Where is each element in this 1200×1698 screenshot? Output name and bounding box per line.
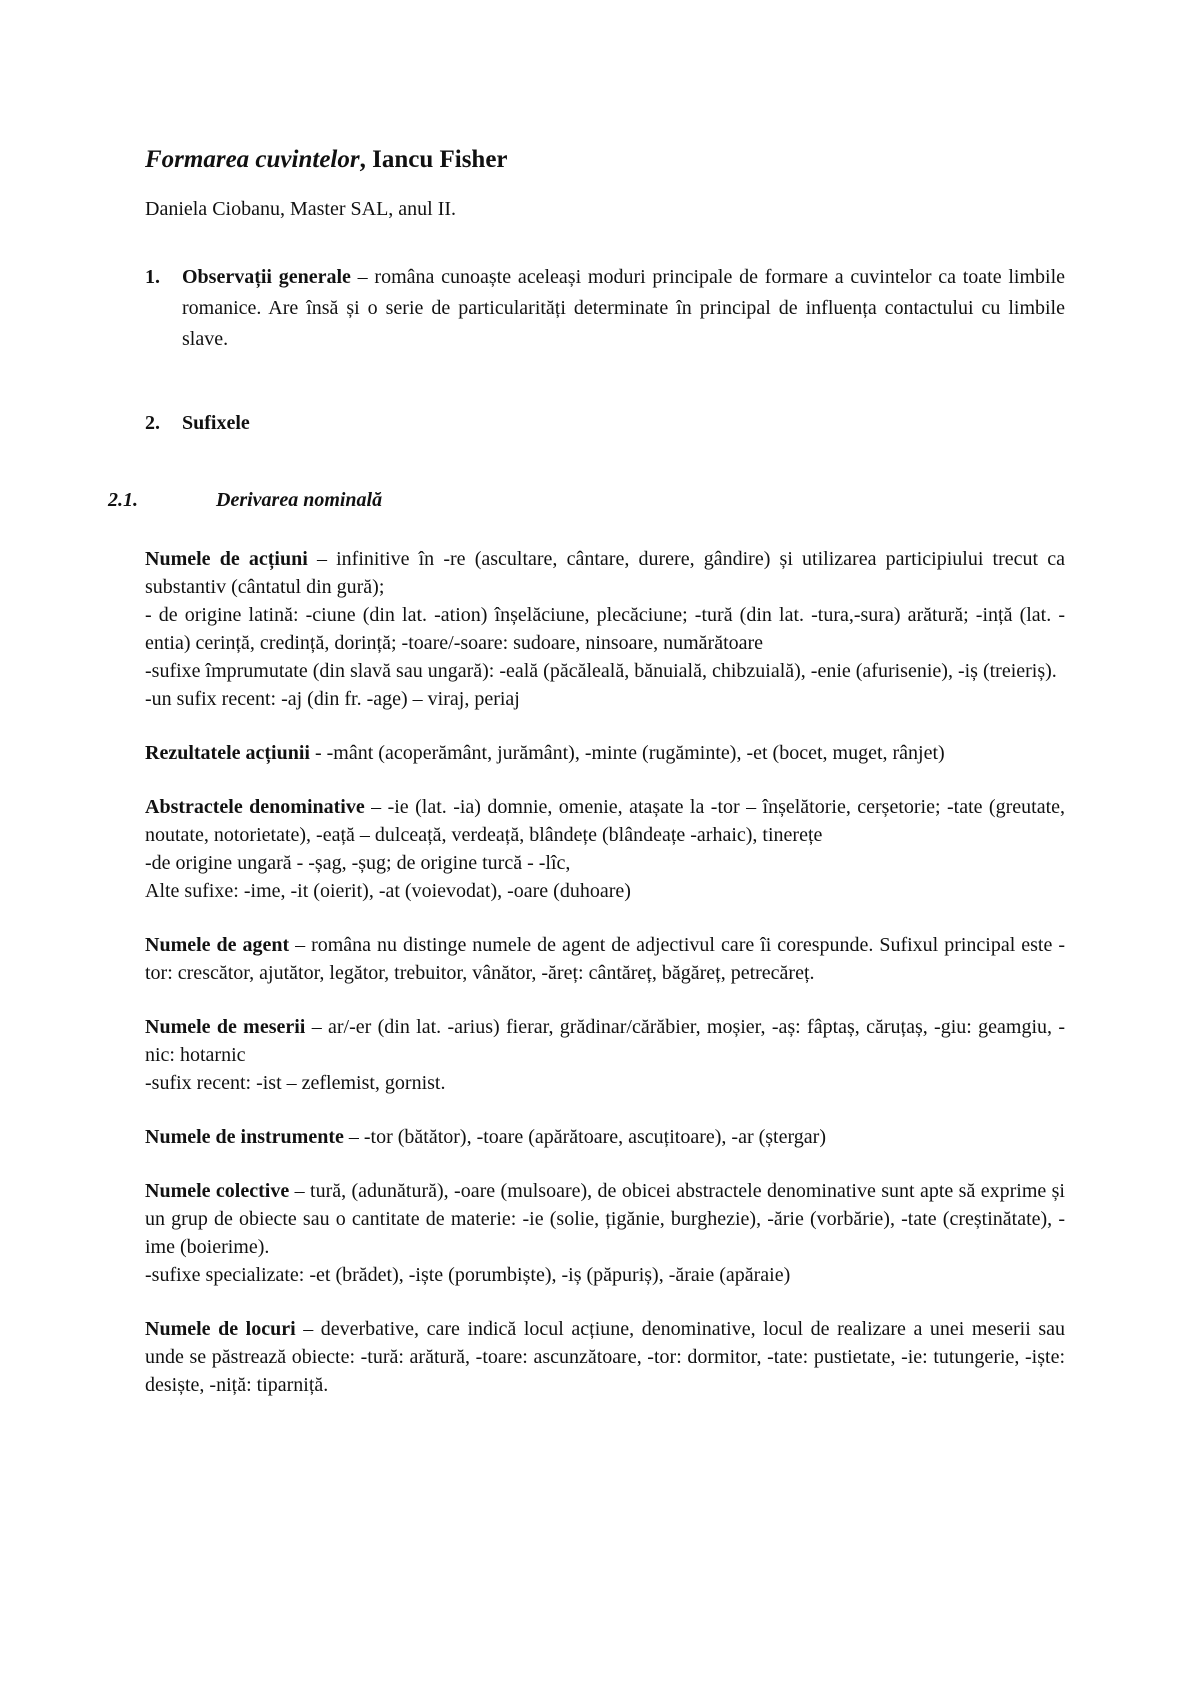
author-line: Daniela Ciobanu, Master SAL, anul II. [145,198,457,220]
paragraph-text: - -mânt (acoperământ, jurământ), -minte (rugăminte), -et (bocet, muget, rânjet) [309,742,945,764]
paragraph-text: – româna nu distinge numele de agent de adjectivul care îi corespunde. Sufixul principal este -tor: crescător, ajutător, legător, trebuitor, vânător, -ăreț: cântăreț, băgăreț, petrecăreț. [145,934,1065,984]
list-item-1 [145,262,1065,355]
paragraph-line [145,545,1065,601]
paragraph-line: -sufix recent: -ist – zeflemist, gornist. [145,1072,446,1094]
paragraph-line: -sufixe specializate: -et (brădet), -iște (porumbiște), -iș (păpuriș), -ăraie (apăraie) [145,1264,791,1286]
title-author: , Iancu Fisher [359,146,508,173]
paragraph-line [145,1013,1065,1069]
paragraph-heading: Rezultatele acțiunii [145,742,310,764]
paragraph-heading: Numele de instrumente [145,1126,344,1148]
paragraph-heading: Numele de agent [145,934,290,956]
paragraph-numele-de-actiuni [145,545,1065,713]
paragraph-numele-de-agent [145,931,1065,987]
paragraph-line: - de origine latină: -ciune (din lat. -ation) înșelăciune, plecăciune; -tură (din lat. -tura,-sura) arătură; -ință (lat. -entia) cerință, credință, dorință; -toare/-soare: sudoare, ninsoare, numărătoare [145,604,1065,654]
paragraph-line [145,739,1065,767]
list-item-2 [145,408,1065,439]
paragraph-line [145,1315,1065,1399]
paragraph-line: -sufixe împrumutate (din slavă sau ungară): -eală (păcăleală, bănuială, chibzuială), -enie (afurisenie), -iș (treieriș). [145,660,1057,682]
subsection-title: Derivarea nominală [216,489,383,511]
paragraph-text: – deverbative, care indică locul acțiune, denominative, locul de realizare a unei meserii sau unde se păstrează obiecte: -tură: arătură, -toare: ascunzătoare, -tor: dormitor, -tate: pustietate, -ie: tutungerie, -iște: desiște, -niță: tiparniță. [145,1318,1065,1396]
paragraph-numele-de-locuri [145,1315,1065,1399]
list-heading: Observații generale [182,266,351,288]
list-number: 1. [145,266,160,288]
paragraph-line [145,1177,1065,1261]
paragraph-heading: Numele de locuri [145,1318,296,1340]
subsection-heading [108,489,383,512]
list-body [182,408,1065,439]
paragraph-text: – tură, (adunătură), -oare (mulsoare), de obicei abstractele denominative sunt apte să exprime și un grup de obiecte sau o cantitate de materie: -ie (solie, țigănie, burghezie), -ărie (vorbărie), -tate (creștinătate), -ime (boierime). [145,1180,1065,1258]
subsection-number: 2.1. [108,489,138,511]
document-title [145,146,508,174]
list-body [182,262,1065,355]
list-number: 2. [145,412,160,434]
paragraph-numele-de-meserii [145,1013,1065,1097]
paragraph-heading: Numele colective [145,1180,290,1202]
paragraph-heading: Numele de acțiuni [145,548,308,570]
paragraph-text: – infinitive în -re (ascultare, cântare, durere, gândire) și utilizarea participiului trecut ca substantiv (cântatul din gură); [145,548,1066,598]
paragraph-text: – -ie (lat. -ia) domnie, omenie, atașate la -tor – înșelătorie, cerșetorie; -tate (greutate, noutate, notorietate), -eață – dulceață, verdeață, blândețe (blândeațe -arhaic), tinerețe [145,796,1066,846]
paragraph-text: – -tor (bătător), -toare (apărătoare, ascuțitoare), -ar (ștergar) [343,1126,826,1148]
paragraph-text: – ar/-er (din lat. -arius) fierar, grădinar/cărăbier, moșier, -aș: fâptaș, căruțaș, -giu: geamgiu, -nic: hotarnic [145,1016,1065,1066]
paragraph-line: Alte sufixe: -ime, -it (oierit), -at (voievodat), -oare (duhoare) [145,880,631,902]
paragraph-rezultatele-actiunii [145,739,1065,767]
paragraph-line [145,931,1065,987]
document-content [145,545,1065,1425]
paragraph-numele-colective [145,1177,1065,1289]
paragraph-line: -un sufix recent: -aj (din fr. -age) – viraj, periaj [145,688,520,710]
paragraph-abstractele-denominative [145,793,1065,905]
paragraph-line [145,793,1065,849]
paragraph-line [145,1123,1065,1151]
list-text: – româna cunoaște aceleași moduri principale de formare a cuvintelor ca toate limbile romanice. Are însă și o serie de particularități determinate în principal de influența contactului cu limbile slave. [182,266,1065,350]
title-italic: Formarea cuvintelor [145,146,360,173]
paragraph-numele-de-instrumente [145,1123,1065,1151]
paragraph-heading: Abstractele denominative [145,796,365,818]
paragraph-heading: Numele de meserii [145,1016,306,1038]
paragraph-line: -de origine ungară - -șag, -șug; de origine turcă - -lîc, [145,852,571,874]
list-heading: Sufixele [182,412,250,434]
